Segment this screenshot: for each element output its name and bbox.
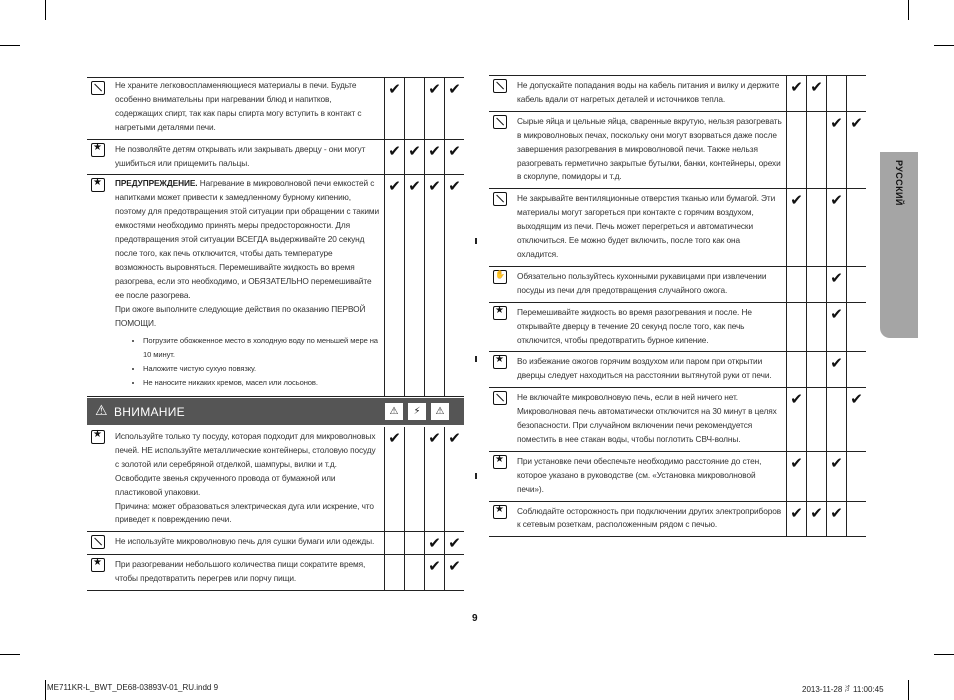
check-mark: ✔ xyxy=(827,352,847,388)
check-mark: ✔ xyxy=(425,532,445,555)
row-text: Сырые яйца и цельные яйца, сваренные вкрутую, нельзя разогревать в микроволновых печах, поскольку они могут взорваться даже после завершения разогревания в микроволновой печи. Также нельзя разогревать герметично закрытые бутылки, банки, контейнеры, орехи в скорлупе, помидоры и т.д. xyxy=(513,111,787,189)
star-icon xyxy=(493,306,507,320)
check-mark: ✔ xyxy=(445,78,465,140)
check-mark: ✔ xyxy=(787,451,807,501)
registration-tick xyxy=(475,238,477,244)
check-mark xyxy=(807,111,827,189)
check-mark: ✔ xyxy=(425,555,445,591)
table-row xyxy=(489,189,866,267)
check-mark xyxy=(847,189,867,267)
check-mark xyxy=(847,451,867,501)
check-mark: ✔ xyxy=(847,111,867,189)
caution-banner xyxy=(87,398,464,425)
hot-surface-icon: ⚠ xyxy=(431,403,449,420)
crop-mark xyxy=(45,680,46,700)
check-mark: ✔ xyxy=(445,532,465,555)
row-text: Не включайте микроволновую печь, если в ней ничего нет. Микроволновая печь автоматически отключится на 30 минут в целях безопасности. При случайном включении печи рекомендуется поместить в нее стакан воды, чтобы поглотить СВЧ-волны. xyxy=(513,388,787,452)
check-mark: ✔ xyxy=(445,555,465,591)
safety-table-caution xyxy=(87,427,464,591)
list-item: • Погрузите обожженное место в холодную воду по меньшей мере на 10 минут. xyxy=(143,334,380,362)
check-mark: ✔ xyxy=(385,78,405,140)
check-mark xyxy=(405,427,425,532)
no-icon xyxy=(493,192,507,206)
electric-icon: ⚡ xyxy=(408,403,426,420)
check-mark xyxy=(807,451,827,501)
crop-mark xyxy=(45,0,46,20)
check-mark xyxy=(405,532,425,555)
crop-mark xyxy=(0,45,20,46)
check-mark xyxy=(847,302,867,352)
first-aid-text: При ожоге выполните следующие действия по оказанию ПЕРВОЙ ПОМОЩИ. xyxy=(115,303,366,328)
check-mark: ✔ xyxy=(425,78,445,140)
table-row xyxy=(489,76,866,112)
check-mark: ✔ xyxy=(445,139,465,175)
table-row xyxy=(489,501,866,537)
check-mark xyxy=(827,388,847,452)
crop-mark xyxy=(908,680,909,700)
table-row xyxy=(87,532,464,555)
check-mark xyxy=(807,266,827,302)
check-mark: ✔ xyxy=(827,266,847,302)
warning-label: ПРЕДУПРЕЖДЕНИЕ. xyxy=(115,178,198,189)
row-text: Не храните легковоспламеняющиеся материалы в печи. Будьте особенно внимательны при нагревании блюд и напитков, содержащих спирт, так как пары спирта могу вступить в контакт с нагретыми деталями печи. xyxy=(111,78,385,140)
check-mark: ✔ xyxy=(827,189,847,267)
check-mark: ✔ xyxy=(827,302,847,352)
row-text: Соблюдайте осторожность при подключении других электроприборов к сетевым розеткам, расположенным рядом с печью. xyxy=(513,501,787,537)
check-mark xyxy=(847,352,867,388)
first-aid-list xyxy=(115,334,380,390)
row-text-part: Используйте только ту посуду, которая подходит для микроволновых печей. НЕ используйте металлические контейнеры, столовую посуду с золотой или серебряной отделкой, шампуры, вилки и т.д. xyxy=(115,431,376,469)
check-mark: ✔ xyxy=(787,501,807,537)
no-icon xyxy=(493,115,507,129)
check-mark xyxy=(787,352,807,388)
check-mark xyxy=(787,111,807,189)
check-mark xyxy=(385,532,405,555)
row-text: Не позволяйте детям открывать или закрывать дверцу - они могут ушибиться или прищемить пальцы. xyxy=(111,139,385,175)
check-mark: ✔ xyxy=(425,175,445,397)
check-mark: ✔ xyxy=(807,76,827,112)
star-icon xyxy=(91,143,105,157)
check-mark xyxy=(787,302,807,352)
row-text-part: Причина: может образоваться электрическая дуга или искрение, что приведет к повреждению печи. xyxy=(115,500,374,525)
check-mark: ✔ xyxy=(385,175,405,397)
no-icon xyxy=(493,79,507,93)
crop-mark xyxy=(934,654,954,655)
row-text: При установке печи обеспечьте необходимо расстояние до стен, которое указано в руководстве (см. «Установка микроволновой печи»). xyxy=(513,451,787,501)
row-text xyxy=(111,427,385,532)
check-mark: ✔ xyxy=(847,388,867,452)
star-icon xyxy=(91,430,105,444)
registration-tick xyxy=(475,473,477,479)
crop-mark xyxy=(0,654,20,655)
table-row xyxy=(489,451,866,501)
row-text-part: Освободите звенья скрученного провода от бумажной или пластиковой упаковки. xyxy=(115,472,336,497)
check-mark: ✔ xyxy=(827,501,847,537)
table-row xyxy=(87,139,464,175)
check-mark: ✔ xyxy=(425,427,445,532)
check-mark: ✔ xyxy=(827,451,847,501)
check-mark xyxy=(847,501,867,537)
table-row xyxy=(489,388,866,452)
row-text: Не используйте микроволновую печь для сушки бумаги или одежды. xyxy=(111,532,385,555)
check-mark xyxy=(847,266,867,302)
caution-label: ВНИМАНИЕ xyxy=(114,405,185,419)
row-text xyxy=(111,175,385,397)
table-row xyxy=(87,175,464,397)
check-mark: ✔ xyxy=(807,501,827,537)
check-mark: ✔ xyxy=(385,139,405,175)
table-row xyxy=(489,302,866,352)
check-mark: ✔ xyxy=(787,189,807,267)
warning-icon: ⚠ xyxy=(385,403,403,420)
no-icon xyxy=(91,535,105,549)
check-mark xyxy=(807,302,827,352)
check-mark xyxy=(827,76,847,112)
check-mark xyxy=(847,76,867,112)
star-icon xyxy=(91,558,105,572)
check-mark: ✔ xyxy=(787,76,807,112)
check-mark: ✔ xyxy=(405,139,425,175)
check-mark xyxy=(807,189,827,267)
table-row xyxy=(87,427,464,532)
list-item: • Не наносите никаких кремов, масел или лосьонов. xyxy=(143,376,380,390)
footer-timestamp: 2013-11-28 ꆐ 11:00:45 xyxy=(802,685,884,694)
warning-triangle-icon: ⚠ xyxy=(95,403,108,419)
row-text: При разогревании небольшого количества пищи сократите время, чтобы предотвратить перегрев или порчу пищи. xyxy=(111,555,385,591)
no-icon xyxy=(91,81,105,95)
row-text: Перемешивайте жидкость во время разогревания и после. Не открывайте дверцу в течение 20 секунд после того, как печь отключится, чтобы предотвратить бурное кипение. xyxy=(513,302,787,352)
check-mark: ✔ xyxy=(787,388,807,452)
safety-table-right xyxy=(489,75,866,537)
check-mark: ✔ xyxy=(445,175,465,397)
star-icon xyxy=(493,505,507,519)
check-mark: ✔ xyxy=(425,139,445,175)
table-row xyxy=(87,555,464,591)
check-mark xyxy=(405,555,425,591)
no-icon xyxy=(493,391,507,405)
row-text: Не закрывайте вентиляционные отверстия тканью или бумагой. Эти материалы могут загореться при контакте с горячим воздухом, выходящим из печи. Печь может перегреться и автоматически отключиться. Ее можно будет включить, после того как она охладится. xyxy=(513,189,787,267)
crop-mark xyxy=(908,0,909,20)
hand-icon xyxy=(493,270,507,284)
star-icon xyxy=(493,355,507,369)
registration-tick xyxy=(475,356,477,362)
check-mark: ✔ xyxy=(445,427,465,532)
table-row xyxy=(489,111,866,189)
language-tab xyxy=(880,152,918,338)
table-row xyxy=(489,352,866,388)
check-mark xyxy=(385,555,405,591)
table-row xyxy=(489,266,866,302)
warning-text: Нагревание в микроволновой печи емкостей с напитками может привести к замедленному бурному кипению, поэтому для предотвращения этой ситуации при обращении с такими емкостями необходимо принять меры предосторожности. Для предотвращения этой ситуации ВСЕГДА выдерживайте 20 секунд после того, как печь отключится, чтобы дать температуре возможность выровняться. Перемешивайте жидкость во время разогрева, если это необходимо, и ОБЯЗАТЕЛЬНО перемешивайте ее после разогрева. xyxy=(115,178,380,300)
crop-mark xyxy=(934,45,954,46)
check-mark xyxy=(807,388,827,452)
check-mark xyxy=(787,266,807,302)
star-icon xyxy=(91,178,105,192)
page-number: 9 xyxy=(472,613,478,624)
check-mark xyxy=(807,352,827,388)
check-mark: ✔ xyxy=(385,427,405,532)
check-mark xyxy=(405,78,425,140)
row-text: Обязательно пользуйтесь кухонными рукавицами при извлечении посуды из печи для предотвращения случайного ожога. xyxy=(513,266,787,302)
row-text: Во избежание ожогов горячим воздухом или паром при открытии дверцы следует находиться на расстоянии вытянутой руки от печи. xyxy=(513,352,787,388)
check-mark: ✔ xyxy=(827,111,847,189)
table-row xyxy=(87,78,464,140)
safety-table-left-top xyxy=(87,77,464,397)
check-mark: ✔ xyxy=(405,175,425,397)
row-text: Не допускайте попадания воды на кабель питания и вилку и держите кабель вдали от нагретых деталей и источников тепла. xyxy=(513,76,787,112)
language-tab-label: РУССКИЙ xyxy=(894,160,904,206)
star-icon xyxy=(493,455,507,469)
list-item: • Наложите чистую сухую повязку. xyxy=(143,362,380,376)
footer-file-name: ME711KR-L_BWT_DE68-03893V-01_RU.indd 9 xyxy=(47,683,219,692)
